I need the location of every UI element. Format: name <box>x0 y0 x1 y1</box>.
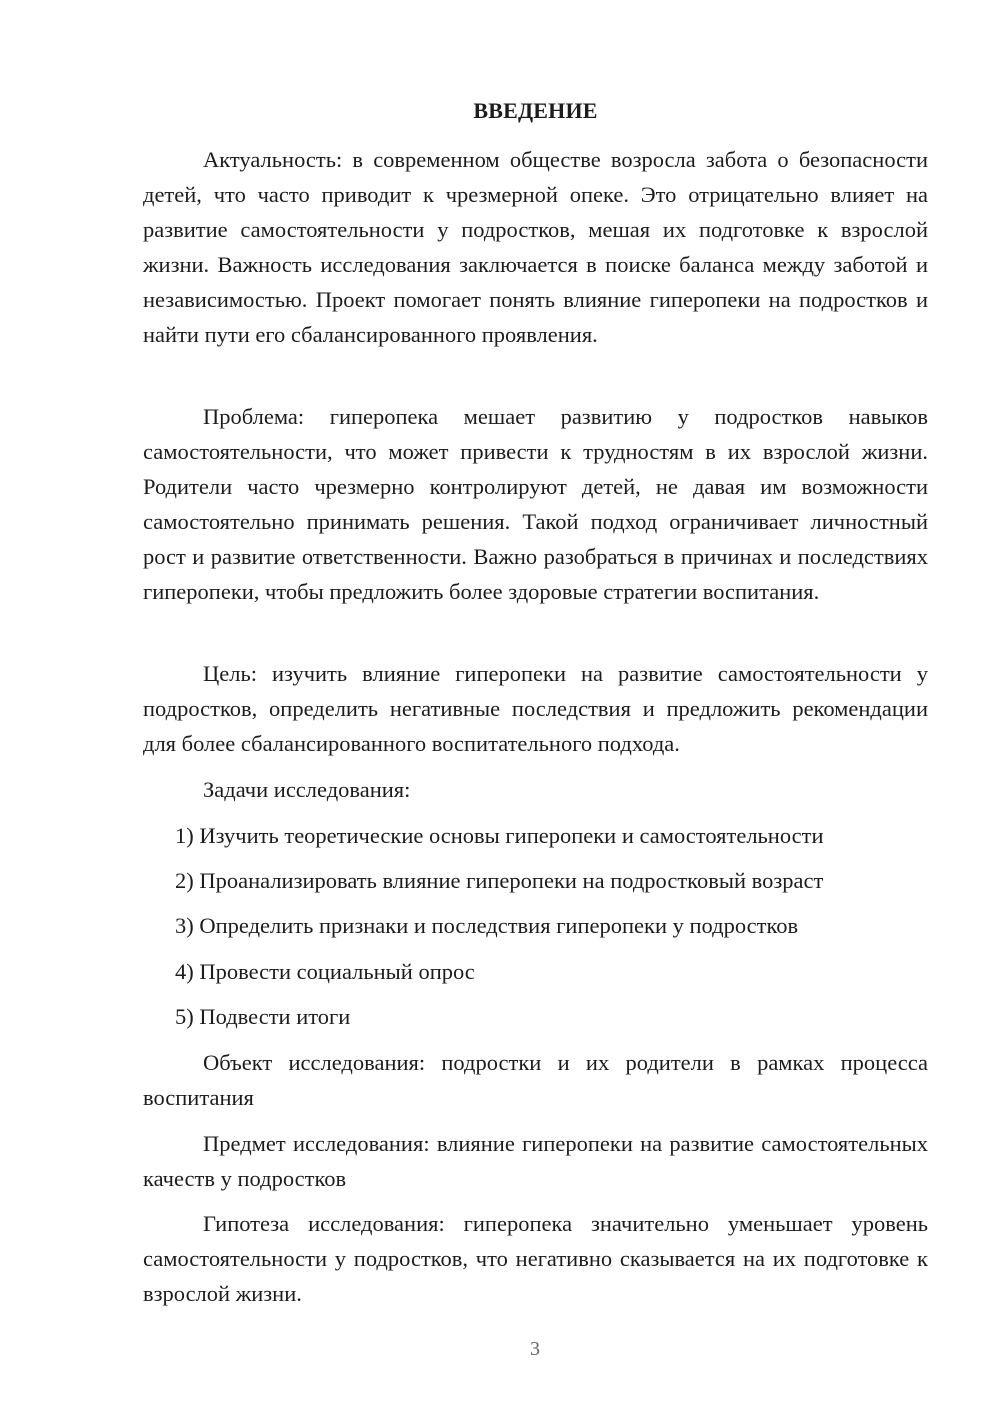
paragraph-relevance: Актуальность: в современном обществе возросла забота о безопасности детей, что часто приводит к чрезмерной опеке. Это отрицательно влияет на развитие самостоятельности у подростков, мешая их подготовке к взрослой жизни. Важность исследования заключается в поиске баланса между заботой и независимостью. Проект помогает понять влияние гиперопеки на подростков и найти пути его сбалансированного проявления. <box>143 147 928 347</box>
paragraph-object: Объект исследования: подростки и их родители в рамках процесса воспитания <box>143 1050 928 1110</box>
page-number: 3 <box>530 1338 540 1360</box>
paragraph-subject: Предмет исследования: влияние гиперопеки на развитие самостоятельных качеств у подростков <box>143 1131 928 1191</box>
paragraph-problem: Проблема: гиперопека мешает развитию у подростков навыков самостоятельности, что может привести к трудностям в их взрослой жизни. Родители часто чрезмерно контролируют детей, не давая им возможности самостоятельно принимать решения. Такой подход ограничивает личностный рост и развитие ответственности. Важно разобраться в причинах и последствиях гиперопеки, чтобы предложить более здоровые стратегии воспитания. <box>143 404 928 604</box>
tasks-heading: Задачи исследования: <box>203 777 411 802</box>
section-heading: ВВЕДЕНИЕ <box>473 98 598 123</box>
task-item: 3) Определить признаки и последствия гиперопеки у подростков <box>175 913 799 938</box>
paragraph-goal: Цель: изучить влияние гиперопеки на развитие самостоятельности у подростков, определить негативные последствия и предложить рекомендации для более сбалансированного воспитательного подхода. <box>143 661 928 756</box>
task-item: 2) Проанализировать влияние гиперопеки на подростковый возраст <box>175 868 824 893</box>
paragraph-hypothesis: Гипотеза исследования: гиперопека значительно уменьшает уровень самостоятельности у подростков, что негативно сказывается на их подготовке к взрослой жизни. <box>143 1211 928 1306</box>
task-item: 5) Подвести итоги <box>175 1004 351 1029</box>
task-item: 1) Изучить теоретические основы гиперопеки и самостоятельности <box>175 823 824 848</box>
task-item: 4) Провести социальный опрос <box>175 959 475 984</box>
